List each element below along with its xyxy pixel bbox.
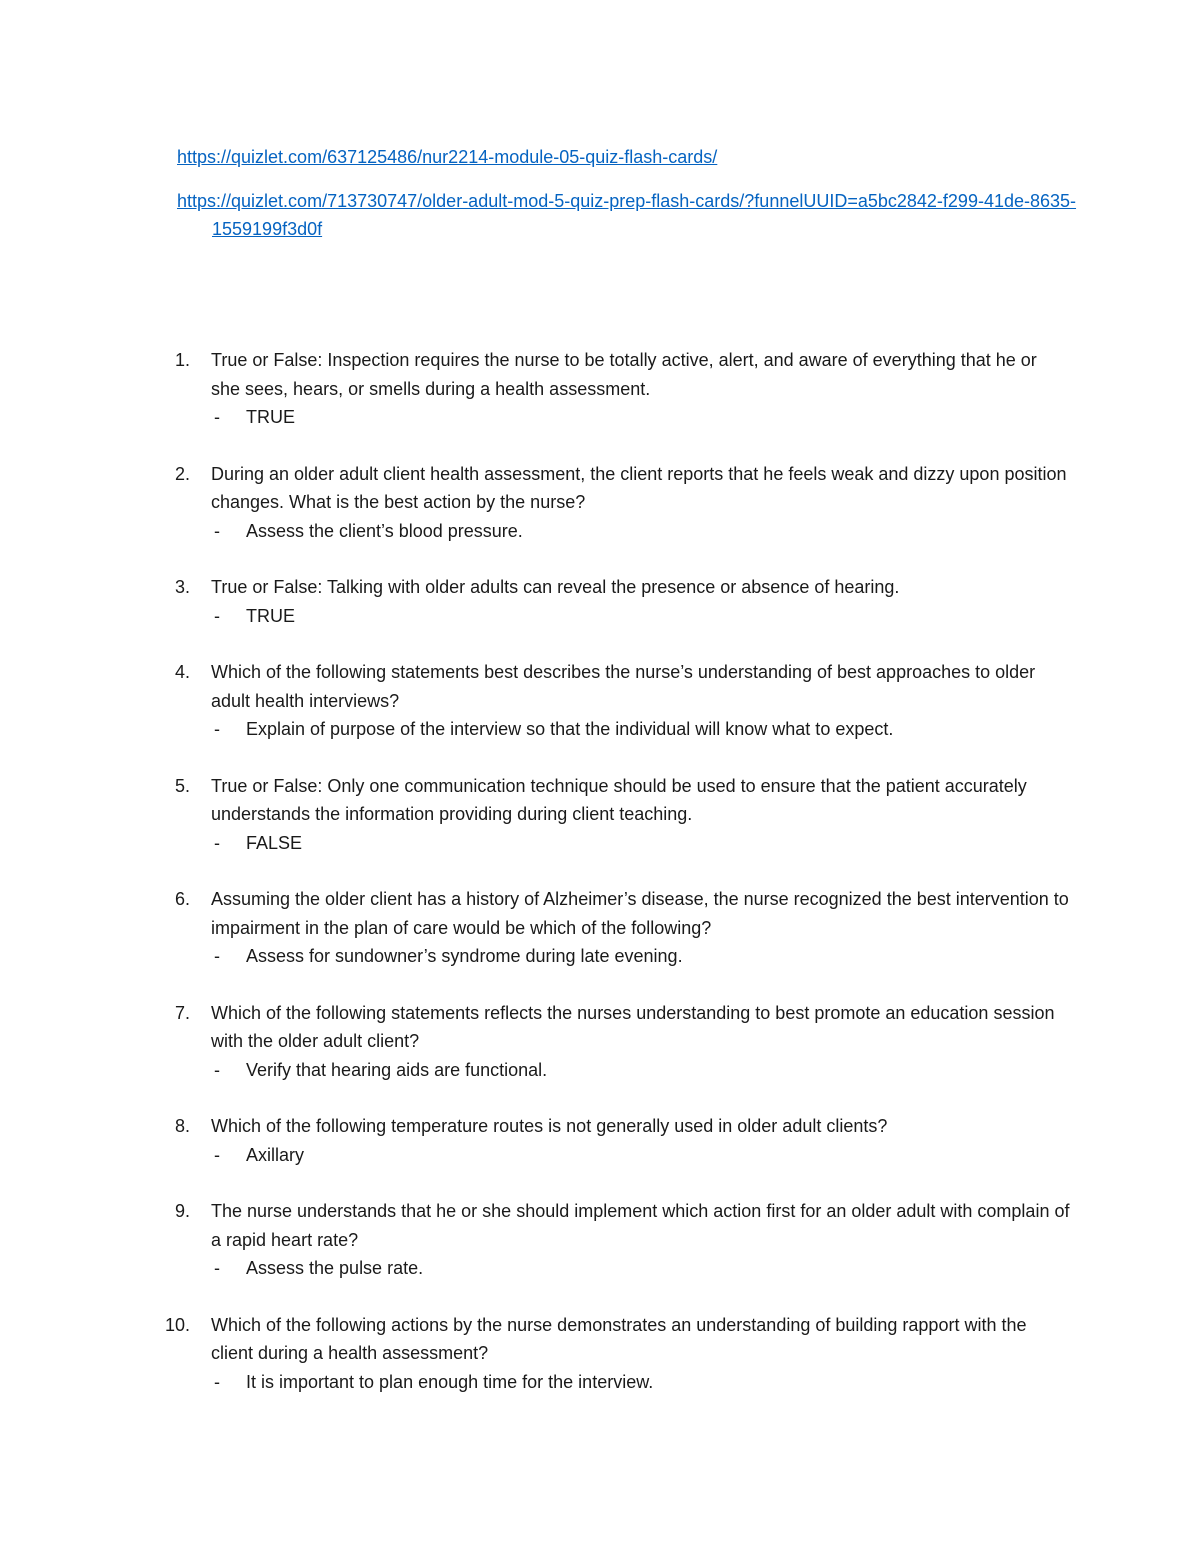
answer-text: TRUE <box>246 407 295 427</box>
question-text: True or False: Only one communication technique should be used to ensure that the patient accurately understands the information providing during client teaching. <box>211 775 1027 824</box>
answer-text: Verify that hearing aids are functional. <box>246 1059 548 1080</box>
question-text: Which of the following actions by the nurse demonstrates an understanding of building rapport with the client during a health assessment? <box>211 1314 1027 1363</box>
question-text: True or False: Inspection requires the nurse to be totally active, alert, and aware of everything that he or she sees, hears, or smells during a health assessment. <box>211 350 1037 399</box>
answer <box>211 942 1070 971</box>
answer <box>211 1254 1070 1283</box>
answer-text: Assess for sundowner’s syndrome during late evening. <box>246 946 683 966</box>
question-number: 5. <box>175 775 191 796</box>
answer <box>211 602 1070 631</box>
question-item <box>165 885 1070 971</box>
question-number: 2. <box>175 463 191 484</box>
question-text: Which of the following temperature routes is not generally used in older adult clients? <box>211 1116 888 1136</box>
answer-dash: - <box>214 1258 220 1278</box>
question-text: Assuming the older client has a history of Alzheimer’s disease, the nurse recognized the best intervention to impairment in the plan of care would be which of the following? <box>211 889 1069 938</box>
answer-dash: - <box>214 520 220 541</box>
reference-links <box>177 143 1077 243</box>
answer-text: Assess the pulse rate. <box>246 1258 424 1278</box>
answer-text: It is important to plan enough time for the interview. <box>246 1371 654 1392</box>
question-item <box>165 573 1070 630</box>
answer-dash: - <box>214 719 220 739</box>
question-item <box>165 658 1070 744</box>
question-text: During an older adult client health assessment, the client reports that he feels weak and dizzy upon position changes. What is the best action by the nurse? <box>211 463 1067 512</box>
answer-dash: - <box>214 946 220 966</box>
question-item <box>165 1197 1070 1283</box>
answer-dash: - <box>214 1059 220 1080</box>
question-number: 7. <box>175 1002 191 1023</box>
answer-dash: - <box>214 1371 220 1392</box>
question-number: 6. <box>175 889 191 909</box>
answer-dash: - <box>214 407 220 427</box>
question-item <box>165 460 1070 546</box>
answer-dash: - <box>214 832 220 853</box>
question-text: The nurse understands that he or she should implement which action first for an older adult with complain of a rapid heart rate? <box>211 1201 1070 1250</box>
question-text: Which of the following statements best describes the nurse’s understanding of best approaches to older adult health interviews? <box>211 662 1036 711</box>
question-item <box>165 999 1070 1085</box>
quizlet-link-module-05[interactable]: https://quizlet.com/637125486/nur2214-module-05-quiz-flash-cards/ <box>177 147 718 167</box>
answer-text: FALSE <box>246 832 303 853</box>
question-number: 8. <box>175 1116 191 1136</box>
answer-text: Assess the client’s blood pressure. <box>246 520 523 541</box>
answer-text: Axillary <box>246 1144 305 1165</box>
question-text: Which of the following statements reflects the nurses understanding to best promote an education session with the older adult client? <box>211 1002 1055 1051</box>
question-text: True or False: Talking with older adults can reveal the presence or absence of hearing. <box>211 577 900 597</box>
question-item <box>165 1311 1070 1397</box>
answer <box>211 403 1070 432</box>
question-number: 9. <box>175 1201 191 1221</box>
question-number: 3. <box>175 577 191 597</box>
question-list <box>165 346 1070 1424</box>
question-item <box>165 346 1070 432</box>
answer-text: TRUE <box>246 605 295 626</box>
answer <box>211 1056 1070 1085</box>
answer-dash: - <box>214 605 220 626</box>
answer <box>211 715 1070 744</box>
quizlet-link-older-adult-mod-5[interactable]: https://quizlet.com/713730747/older-adult-mod-5-quiz-prep-flash-cards/?funnelUUID=a5bc2842-f299-41de-8635-1559199f3d0f <box>177 191 1077 239</box>
answer <box>211 829 1070 858</box>
question-number: 4. <box>175 662 191 682</box>
answer <box>211 1141 1070 1170</box>
answer <box>211 1368 1070 1397</box>
question-item <box>165 772 1070 858</box>
question-item <box>165 1112 1070 1169</box>
question-number: 1. <box>175 350 191 370</box>
answer <box>211 517 1070 546</box>
question-number: 10. <box>165 1314 191 1335</box>
answer-dash: - <box>214 1144 220 1165</box>
answer-text: Explain of purpose of the interview so that the individual will know what to expect. <box>246 719 894 739</box>
